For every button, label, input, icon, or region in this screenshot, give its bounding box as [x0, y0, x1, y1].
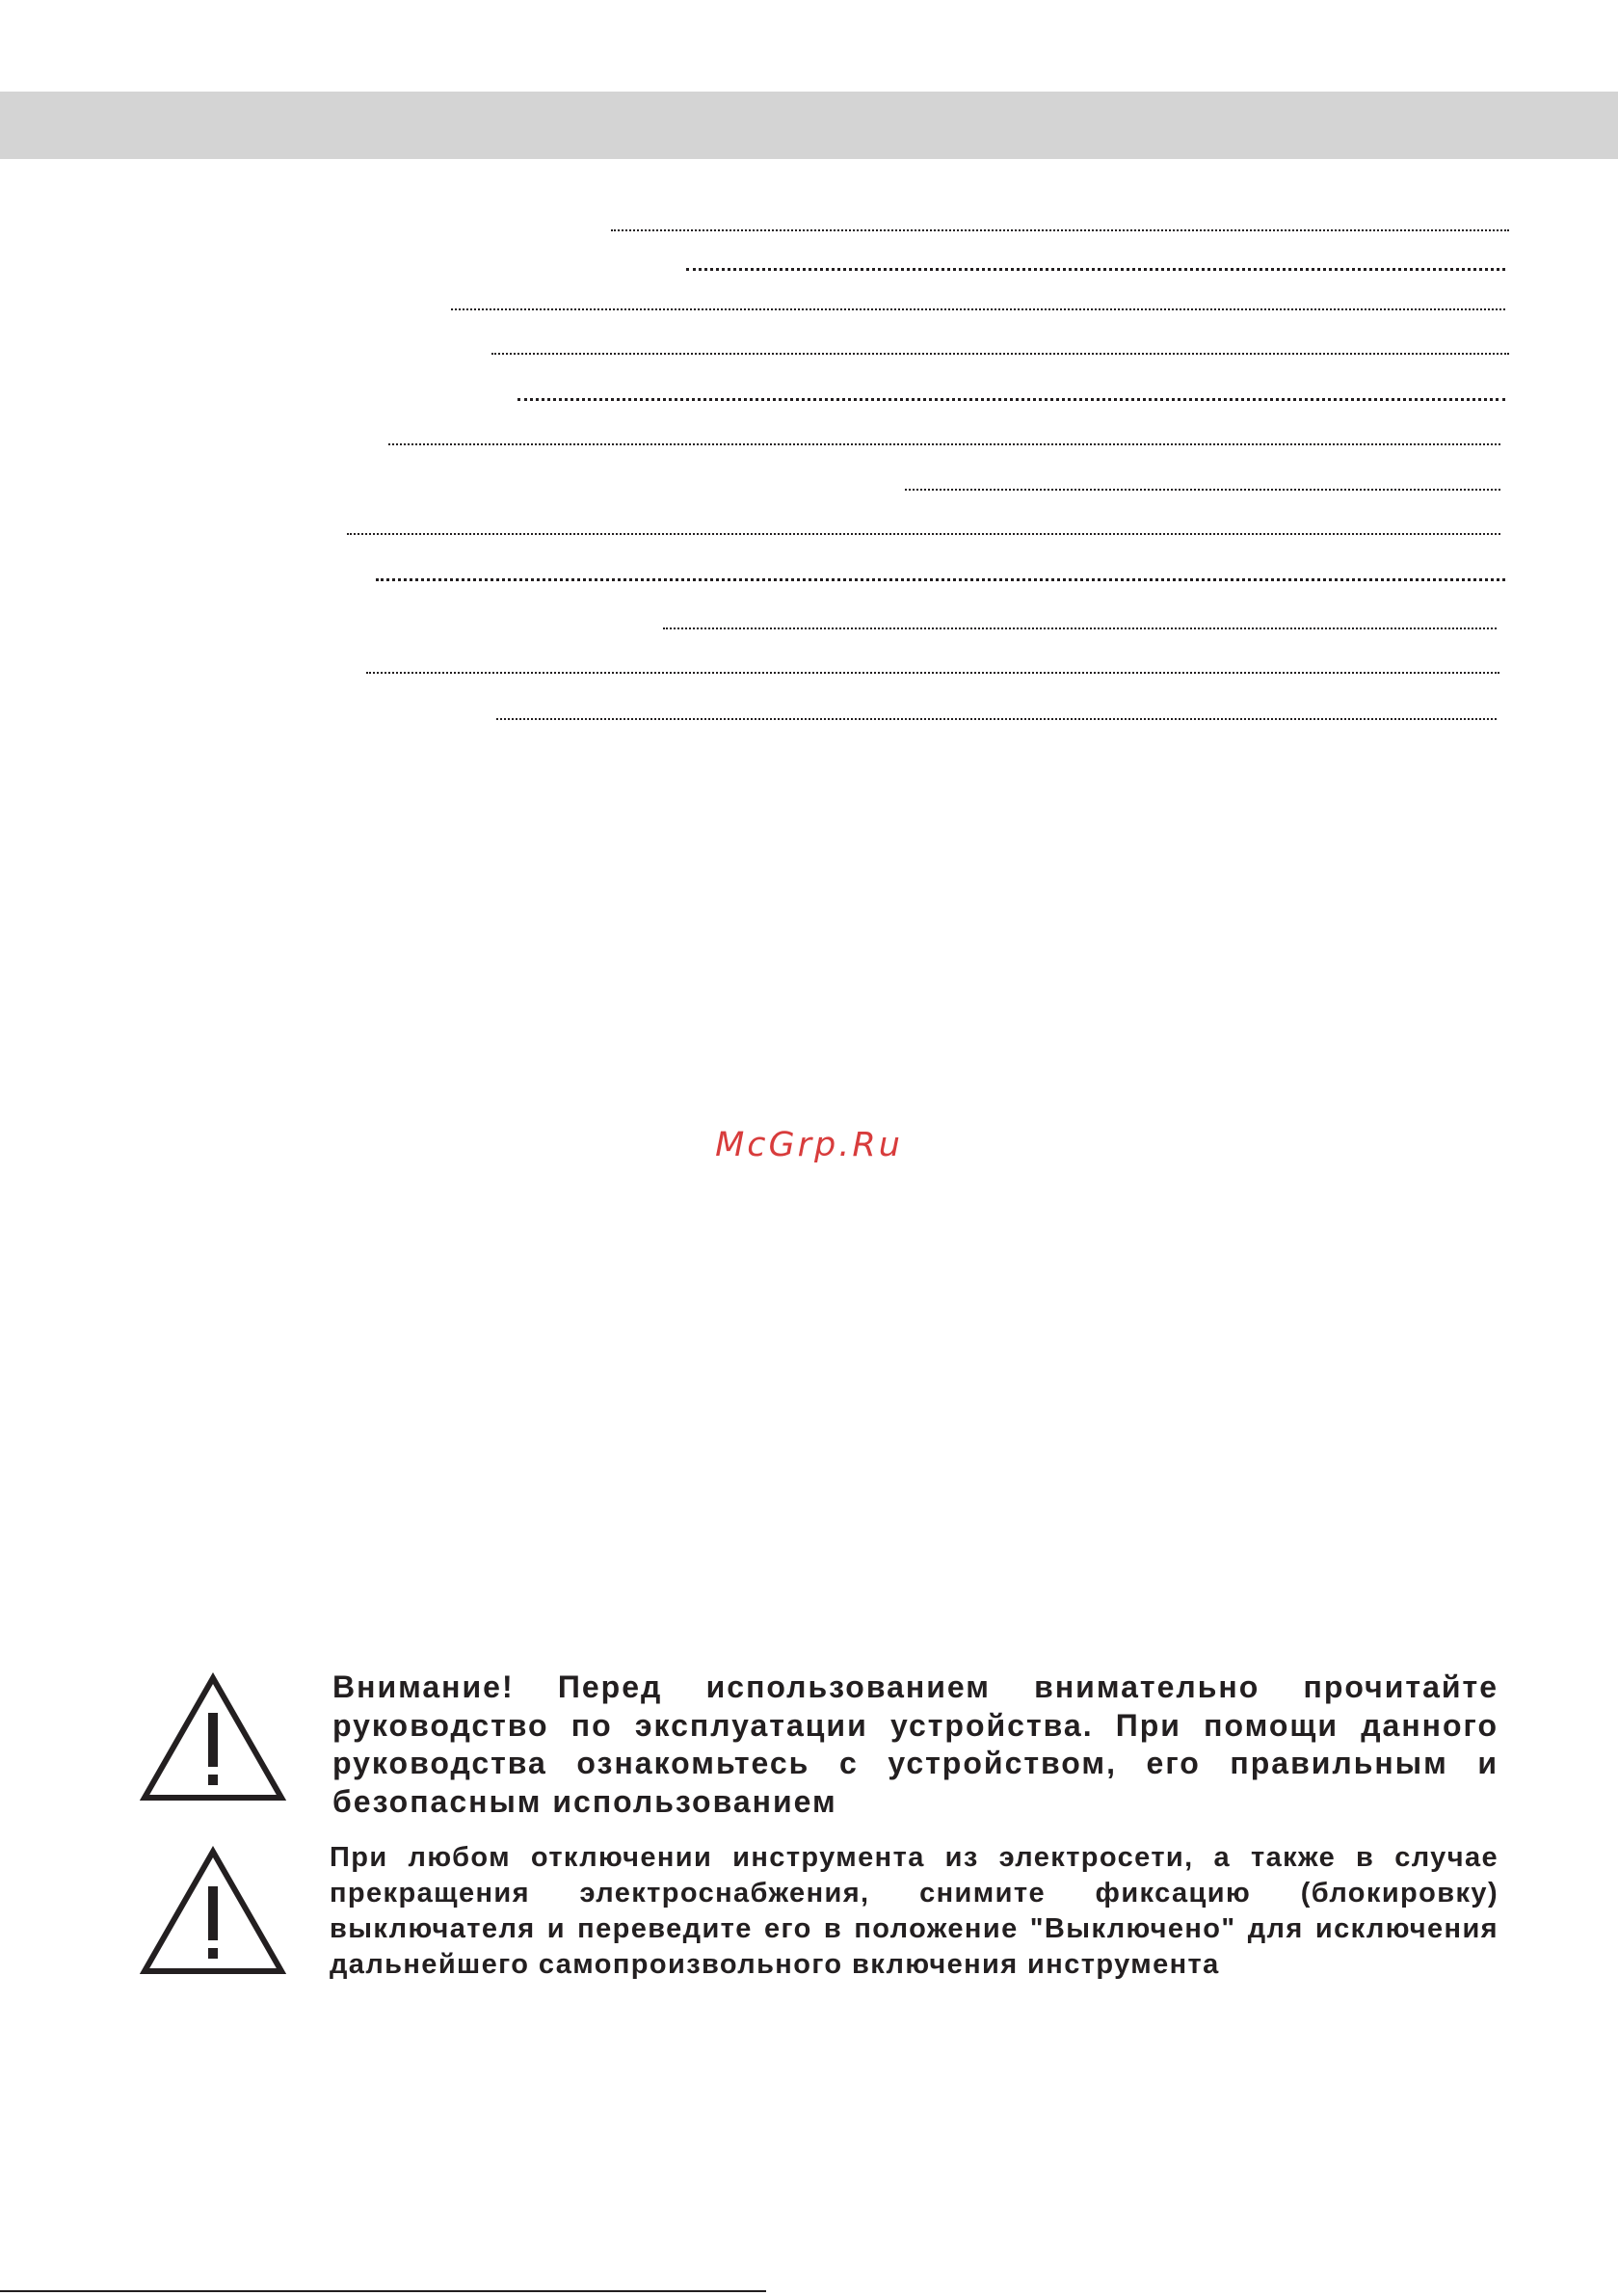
footer-rule [0, 2290, 766, 2292]
warning-text: При любом отключении инструмента из электросети, а также в случае прекращения электроснабжения, снимите фиксацию (блокировку) выключателя и переведите его в положение "Выключено" для исключения дальнейшего самопроизвольного включения инструмента [330, 1842, 1499, 1980]
watermark: McGrp.Ru [715, 1126, 903, 1164]
toc-leader-4 [491, 353, 1509, 355]
toc-leader-5 [517, 398, 1505, 401]
toc-leader-12 [496, 718, 1497, 720]
toc-leader-6 [388, 443, 1500, 445]
toc-leader-9 [376, 578, 1505, 581]
toc-leader-11 [366, 672, 1499, 674]
toc-leader-7 [905, 489, 1500, 491]
toc-leader-1 [611, 229, 1509, 231]
warning-text: Внимание! Перед использованием внимательно прочитайте руководство по эксплуатации устройства. При помощи данного руководства ознакомьтесь с устройством, его правильным и безопасным использованием [332, 1669, 1499, 1819]
warning-triangle-icon [140, 1672, 286, 1803]
table-of-contents [0, 0, 1618, 771]
toc-leader-10 [663, 627, 1497, 629]
toc-leader-3 [451, 308, 1505, 310]
toc-leader-8 [347, 533, 1500, 535]
toc-leader-2 [686, 268, 1505, 271]
warning-triangle-icon [140, 1846, 286, 1977]
